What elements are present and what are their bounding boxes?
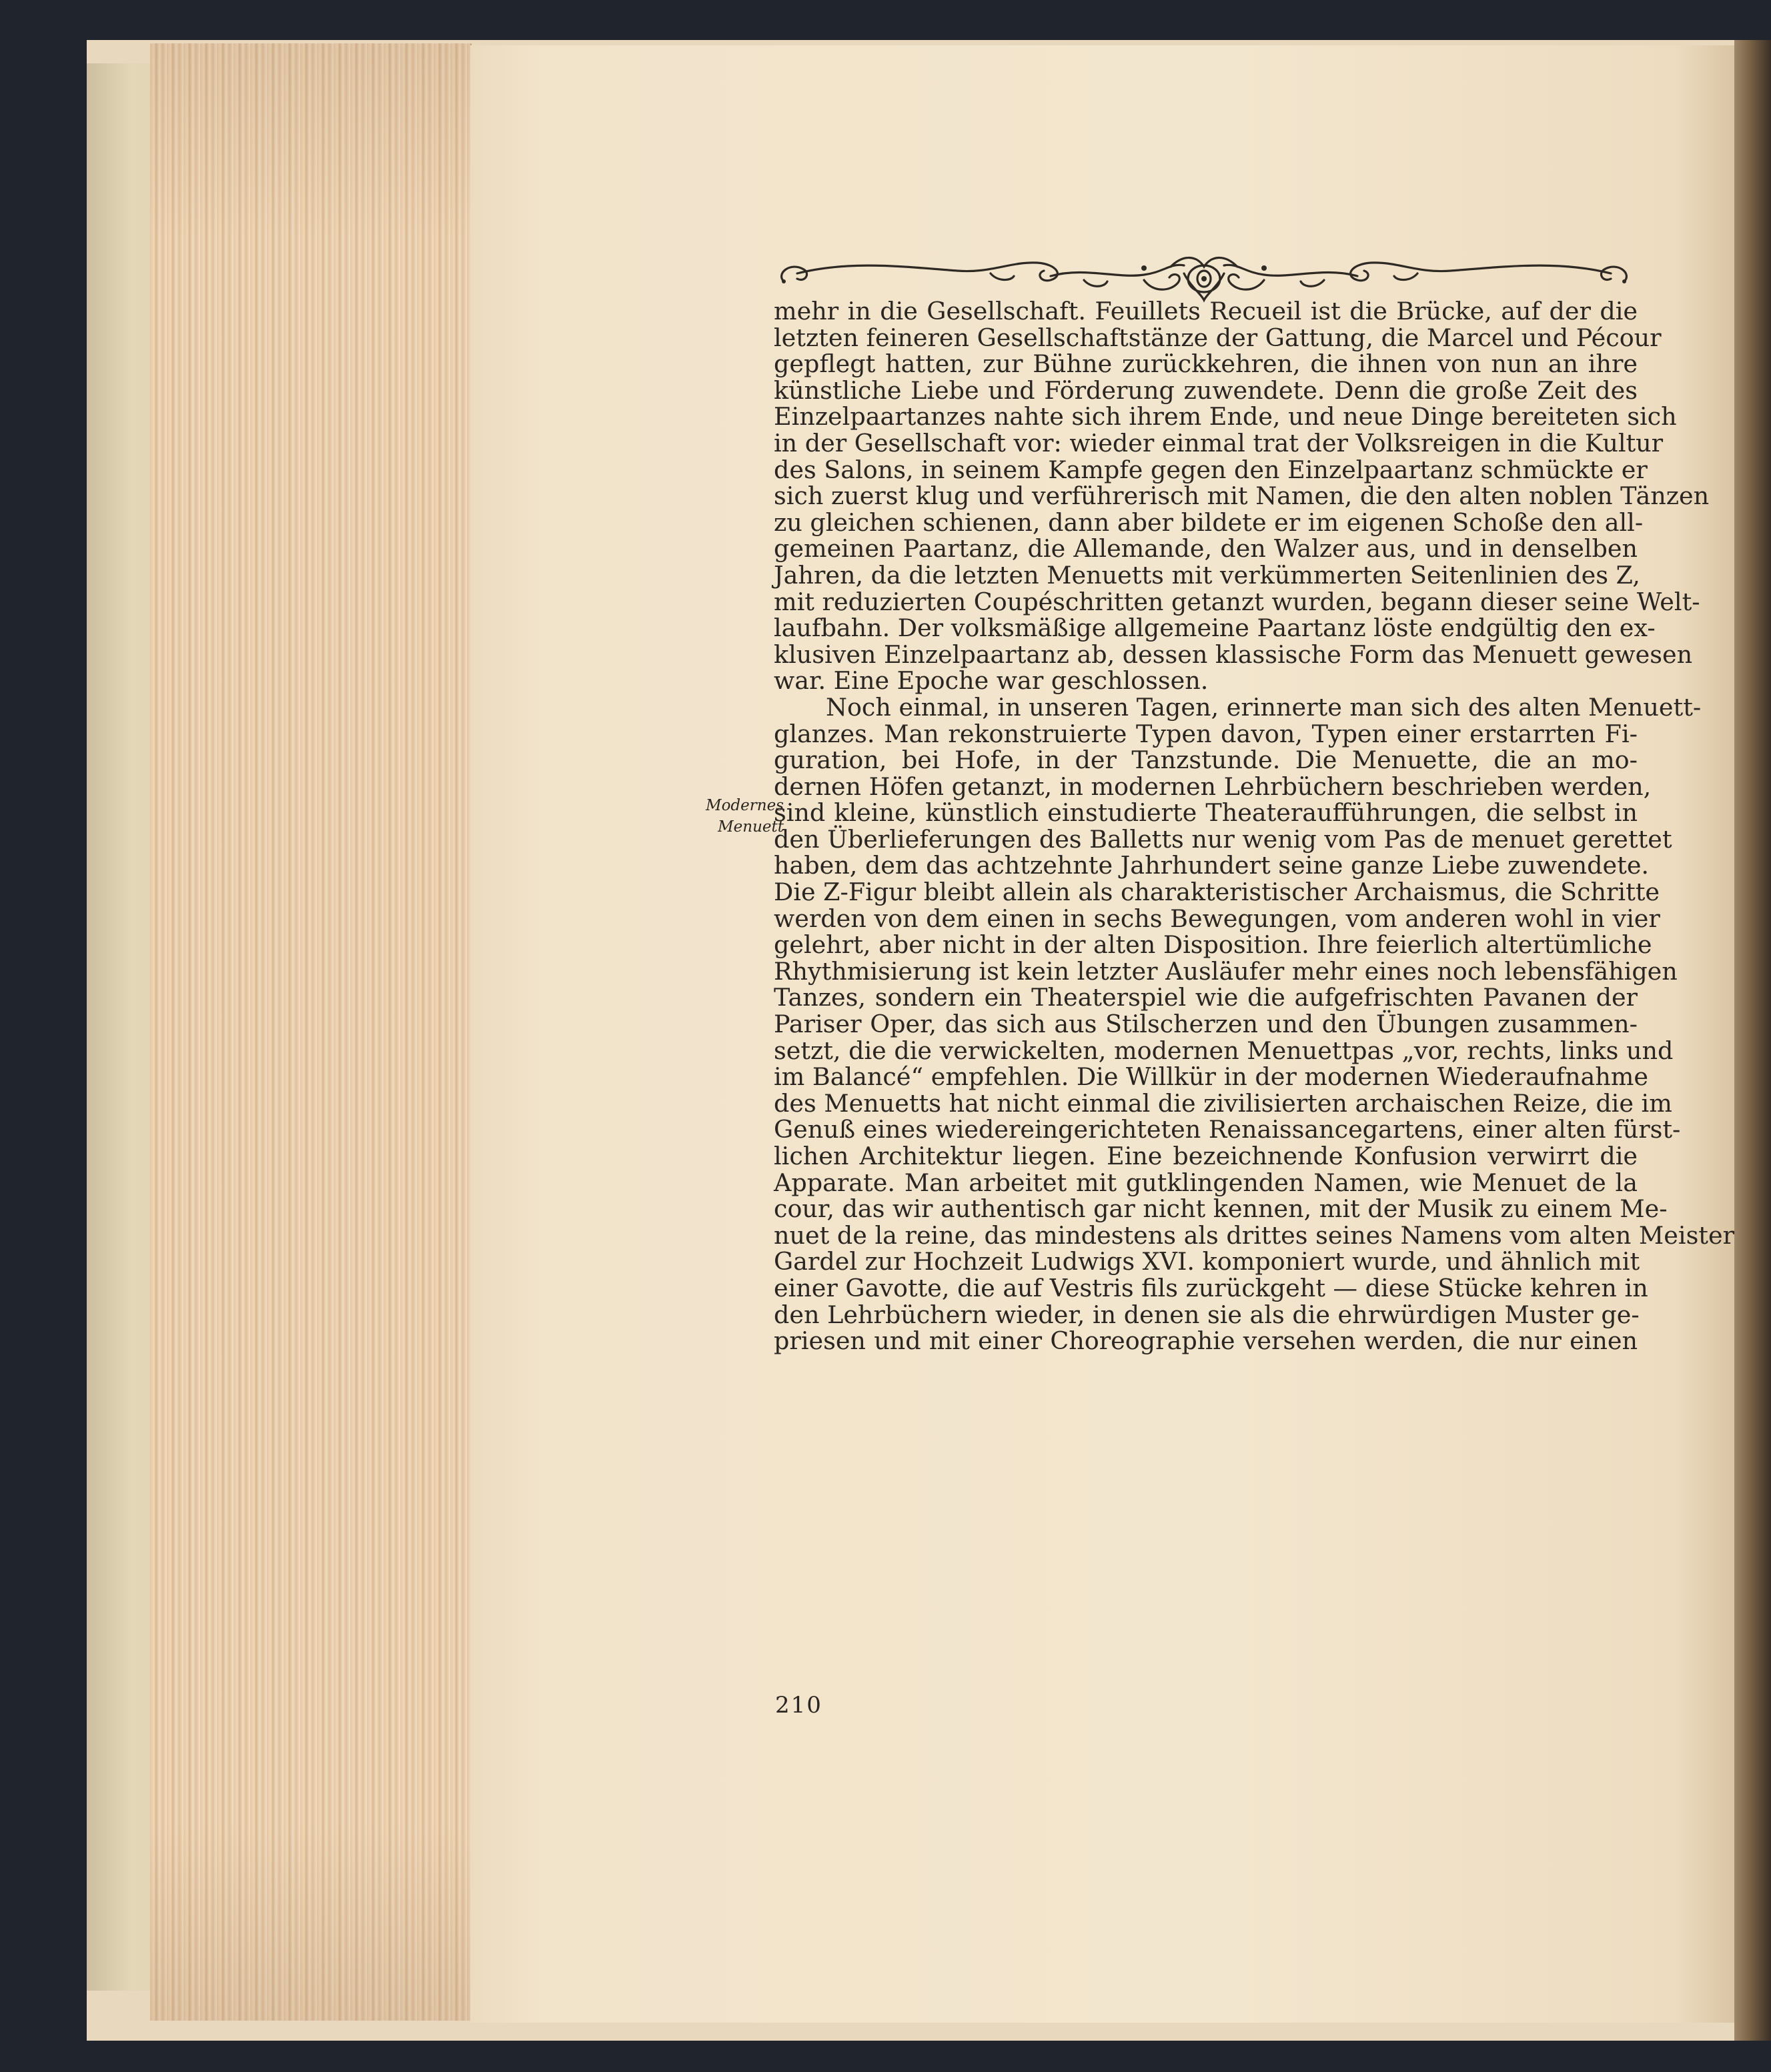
text-line: Apparate. Man arbeitet mit gutklingenden Namen, wie Menuet de la	[774, 1168, 1638, 1197]
text-line: Einzelpaartanzes nahte sich ihrem Ende, und neue Dinge bereiteten sich	[774, 402, 1677, 431]
text-line: klusiven Einzelpaartanz ab, dessen klassische Form das Menuett gewesen	[774, 640, 1693, 669]
text-line: des Salons, in seinem Kampfe gegen den Einzelpaartanz schmückte er	[774, 455, 1648, 484]
text-line: den Lehrbüchern wieder, in denen sie als die ehrwürdigen Muster ge-	[774, 1300, 1640, 1329]
text-line: laufbahn. Der volksmäßige allgemeine Paartanz löste endgültig den ex-	[774, 614, 1656, 643]
text-line: in der Gesellschaft vor: wieder einmal trat der Volksreigen in die Kultur	[774, 428, 1664, 457]
text-line: letzten feineren Gesellschaftstänze der Gattung, die Marcel und Pécour	[774, 323, 1662, 352]
text-line: den Überlieferungen des Balletts nur wenig vom Pas de menuet gerettet	[774, 824, 1672, 854]
text-line: sind kleine, künstlich einstudierte Theateraufführungen, die selbst in	[774, 798, 1638, 828]
text-line: guration, bei Hofe, in der Tanzstunde. Die Menuette, die an mo-	[774, 746, 1638, 775]
page-number: 210	[775, 1692, 822, 1719]
text-line: nuet de la reine, das mindestens als drittes seines Namens vom alten Meister	[774, 1220, 1735, 1250]
text-line: haben, dem das achtzehnte Jahrhundert seine ganze Liebe zuwendete.	[774, 851, 1650, 880]
page-edges-shadow	[150, 43, 470, 2021]
marginal-note-line: Modernes	[706, 797, 784, 814]
text-line: Tanzes, sondern ein Theaterspiel wie die aufgefrischten Pavanen der	[774, 983, 1638, 1012]
text-line: im Balancé“ empfehlen. Die Willkür in der modernen Wiederaufnahme	[774, 1062, 1648, 1092]
text-line: glanzes. Man rekonstruierte Typen davon, Typen einer erstarrten Fi-	[774, 719, 1638, 748]
text-line: einer Gavotte, die auf Vestris fils zurückgeht — diese Stücke kehren in	[774, 1273, 1648, 1302]
text-line: Gardel zur Hochzeit Ludwigs XVI. komponiert wurde, und ähnlich mit	[774, 1247, 1640, 1276]
text-line: künstliche Liebe und Förderung zuwendete. Denn die große Zeit des	[774, 375, 1638, 405]
body-text	[774, 297, 1735, 1356]
text-line: priesen und mit einer Choreographie versehen werden, die nur einen	[774, 1326, 1638, 1356]
text-line: lichen Architektur liegen. Eine bezeichnende Konfusion verwirrt die	[774, 1142, 1638, 1170]
text-line: zu gleichen schienen, dann aber bildete er im eigenen Schoße den all-	[774, 507, 1644, 537]
text-line: setzt, die die verwickelten, modernen Menuettpas „vor, rechts, links und	[774, 1036, 1674, 1065]
marginal-note	[694, 795, 784, 838]
text-line: Noch einmal, in unseren Tagen, erinnerte man sich des alten Menuett-	[826, 692, 1702, 722]
book-gutter	[1734, 40, 1771, 2041]
text-line: des Menuetts hat nicht einmal die zivilisierten archaischen Reize, die im	[774, 1088, 1672, 1118]
text-line: Die Z-Figur bleibt allein als charakteristischer Archaismus, die Schritte	[774, 878, 1660, 907]
marginal-note-line: Menuett	[718, 818, 784, 836]
text-line: Pariser Oper, das sich aus Stilscherzen und den Übungen zusammen-	[774, 1010, 1638, 1039]
text-line: war. Eine Epoche war geschlossen.	[774, 666, 1209, 696]
text-line: mit reduzierten Coupéschritten getanzt wurden, begann dieser seine Welt-	[774, 587, 1700, 616]
text-line: gemeinen Paartanz, die Allemande, den Walzer aus, und in denselben	[774, 534, 1638, 564]
text-line: gepflegt hatten, zur Bühne zurückkehren, die ihnen von nun an ihre	[774, 349, 1638, 379]
text-line: Jahren, da die letzten Menuetts mit verkümmerten Seitenlinien des Z,	[774, 560, 1640, 590]
text-line: Rhythmisierung ist kein letzter Ausläufer mehr eines noch lebensfähigen	[774, 956, 1678, 986]
text-line: gelehrt, aber nicht in der alten Disposition. Ihre feierlich altertümliche	[774, 930, 1652, 960]
text-line: dernen Höfen getanzt, in modernen Lehrbüchern beschrieben werden,	[774, 772, 1652, 801]
text-line: Genuß eines wiedereingerichteten Renaissancegartens, einer alten fürst-	[774, 1115, 1681, 1144]
text-line: mehr in die Gesellschaft. Feuillets Recueil ist die Brücke, auf der die	[774, 297, 1638, 325]
text-line: cour, das wir authentisch gar nicht kennen, mit der Musik zu einem Me-	[774, 1194, 1668, 1224]
text-line: sich zuerst klug und verführerisch mit Namen, die den alten noblen Tänzen	[774, 481, 1710, 511]
text-line: werden von dem einen in sechs Bewegungen, vom anderen wohl in vier	[774, 904, 1660, 933]
